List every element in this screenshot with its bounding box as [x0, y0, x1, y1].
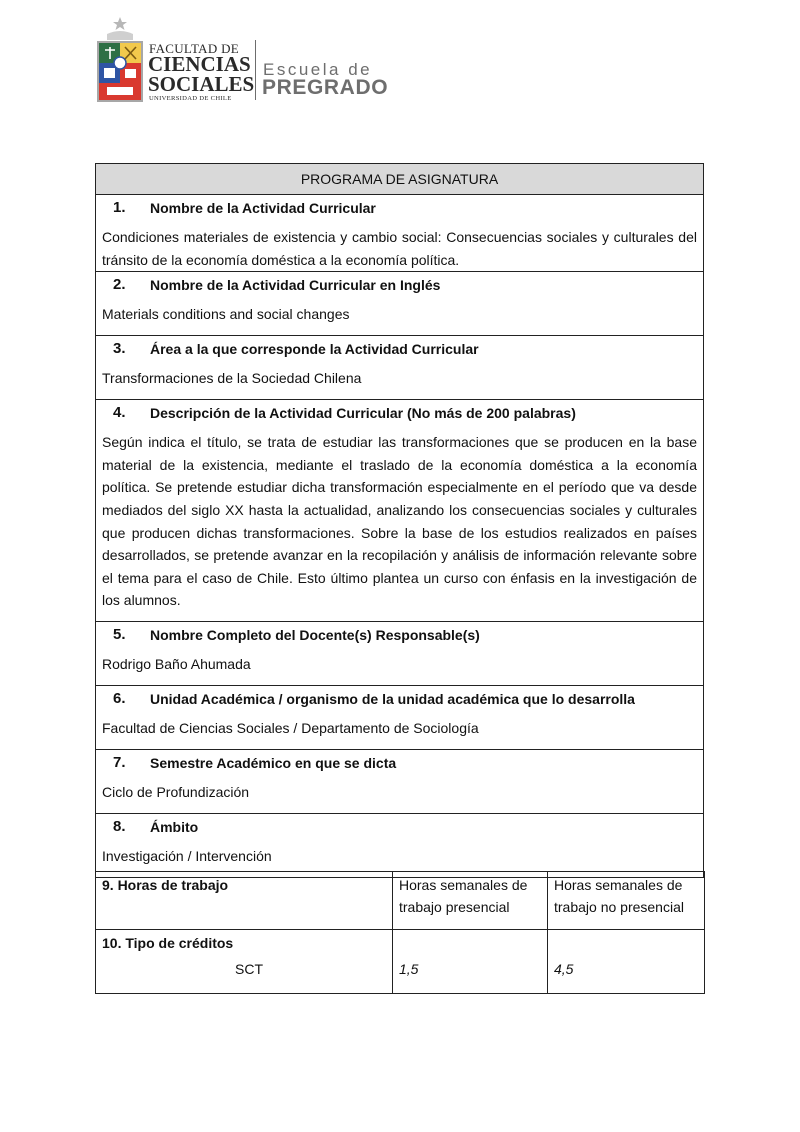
program-title: PROGRAMA DE ASIGNATURA [96, 164, 704, 195]
credits-type: SCT [235, 961, 263, 977]
credits-cell [96, 930, 393, 994]
hours-label: 9. Horas de trabajo [96, 872, 393, 930]
section-8 [96, 814, 704, 878]
section-body: Facultad de Ciencias Sociales / Departamento de Sociología [102, 720, 479, 737]
section-body: Ciclo de Profundización [102, 784, 250, 801]
faculty-name-line3: SOCIALES [148, 72, 255, 96]
logo-divider [255, 40, 256, 100]
no-presencial-value: 4,5 [554, 961, 574, 977]
school-name-line2: PREGRADO [262, 76, 389, 99]
section-heading: Área a la que corresponde la Actividad Curricular [150, 340, 479, 357]
section-6 [96, 686, 704, 750]
university-crest-icon [95, 14, 145, 106]
section-heading: Semestre Académico en que se dicta [150, 754, 397, 771]
presencial-header: Horas semanales de trabajo presencial [393, 872, 548, 930]
faculty-name-line2: CIENCIAS [148, 52, 251, 76]
section-body: Investigación / Intervención [102, 848, 272, 865]
university-name: UNIVERSIDAD DE CHILE [149, 95, 232, 102]
section-number: 1. [113, 199, 126, 216]
section-body: Rodrigo Baño Ahumada [102, 656, 251, 673]
section-number: 3. [113, 340, 126, 358]
section-heading: Nombre de la Actividad Curricular en Inglés [150, 276, 441, 293]
no-presencial-header: Horas semanales de trabajo no presencial [548, 872, 705, 930]
header-logo [95, 14, 415, 106]
section-heading: Descripción de la Actividad Curricular (No más de 200 palabras) [150, 404, 576, 421]
section-number: 4. [113, 404, 126, 422]
section-heading: Nombre Completo del Docente(s) Responsable(s) [150, 626, 480, 643]
section-number: 5. [113, 626, 126, 644]
program-table [95, 163, 704, 878]
presencial-cell [393, 930, 548, 994]
section-body: Transformaciones de la Sociedad Chilena [102, 370, 362, 387]
section-heading: Nombre de la Actividad Curricular [150, 199, 376, 216]
section-7 [96, 750, 704, 814]
section-heading: Ámbito [150, 818, 199, 835]
section-5 [96, 622, 704, 686]
hours-table [95, 871, 705, 994]
no-presencial-cell [548, 930, 705, 994]
section-heading: Unidad Académica / organismo de la unidad académica que lo desarrolla [150, 690, 635, 707]
school-name-line1: Escuela de [263, 60, 373, 79]
presencial-value: 1,5 [399, 961, 419, 977]
section-body: Condiciones materiales de existencia y cambio social: Consecuencias sociales y culturales del tránsito de la economía doméstica a la economía política. [102, 229, 697, 268]
section-2 [96, 272, 704, 336]
section-number: 8. [113, 818, 126, 836]
section-1 [96, 195, 704, 272]
section-body: Según indica el título, se trata de estudiar las transformaciones que se producen en la base material de la existencia, mediante el traslado de la economía doméstica a la economía política. Se pretende estudiar dicha transformación especialmente en el período que va desde mediados del siglo XX hasta la actualidad, analizando los consecuencias sociales y culturales que producen dichas transformaciones. Sobre la base de los estudios realizados en países desarrollados, se pretende avanzar en la recopilación y análisis de información relevante sobre el tema para el caso de Chile. Esto último plantea un curso con énfasis en la investigación de los alumnos. [102, 434, 697, 609]
section-3 [96, 336, 704, 400]
section-number: 6. [113, 690, 126, 708]
section-number: 2. [113, 276, 126, 294]
section-4 [96, 400, 704, 622]
section-number: 7. [113, 754, 126, 772]
faculty-name-line1: FACULTAD DE [149, 41, 240, 56]
section-body: Materials conditions and social changes [102, 306, 350, 323]
credits-label: 10. Tipo de créditos [102, 935, 234, 951]
